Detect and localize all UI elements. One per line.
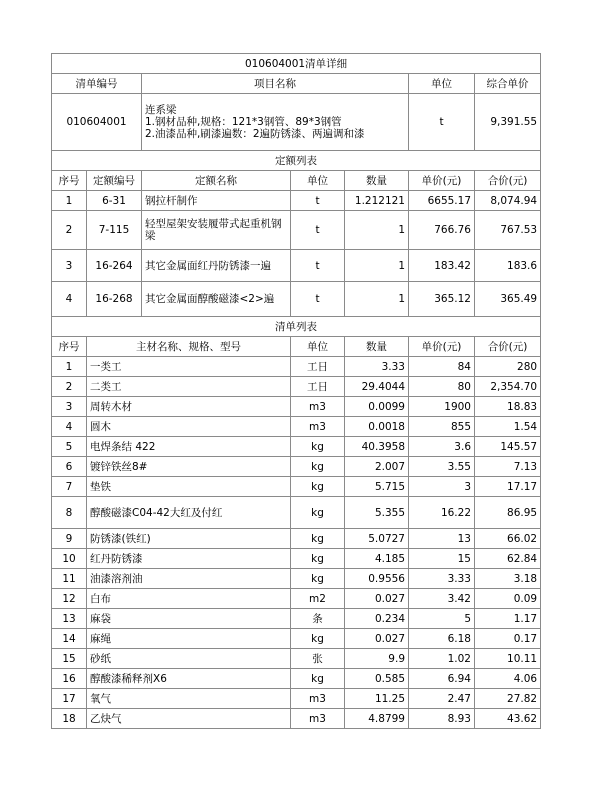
material-unit: m2 [291,589,345,609]
material-seq: 4 [52,417,87,437]
material-unit: kg [291,669,345,689]
quota-price: 6655.17 [409,191,475,211]
material-header-price: 单价(元) [409,337,475,357]
quota-name: 其它金属面醇酸磁漆<2>遍 [142,282,291,317]
material-price: 855 [409,417,475,437]
material-price: 1.02 [409,649,475,669]
quota-seq: 1 [52,191,87,211]
material-name: 垫铁 [87,477,291,497]
material-qty: 4.8799 [345,709,409,729]
material-price: 8.93 [409,709,475,729]
material-total: 7.13 [475,457,541,477]
material-name: 麻袋 [87,609,291,629]
quota-row [52,191,541,211]
material-seq: 8 [52,497,87,529]
material-seq: 16 [52,669,87,689]
material-qty: 2.007 [345,457,409,477]
quota-header-price: 单价(元) [409,171,475,191]
material-name: 圆木 [87,417,291,437]
material-qty: 0.234 [345,609,409,629]
material-total: 0.09 [475,589,541,609]
material-unit: 工日 [291,377,345,397]
material-qty: 0.027 [345,589,409,609]
material-price: 15 [409,549,475,569]
item-name-line: 2.油漆品种,刷漆遍数：2遍防锈漆、两遍调和漆 [145,128,365,140]
material-total: 10.11 [475,649,541,669]
material-price: 6.94 [409,669,475,689]
material-name: 麻绳 [87,629,291,649]
quota-name: 其它金属面红丹防锈漆一遍 [142,250,291,282]
quota-code: 7-115 [87,211,142,250]
material-total: 43.62 [475,709,541,729]
material-price: 3 [409,477,475,497]
material-qty: 40.3958 [345,437,409,457]
material-qty: 0.0099 [345,397,409,417]
item-name-line: 连系梁 [145,104,177,116]
material-price: 1900 [409,397,475,417]
material-total: 0.17 [475,629,541,649]
quota-total: 8,074.94 [475,191,541,211]
material-row [52,649,541,669]
material-row [52,357,541,377]
material-name: 砂纸 [87,649,291,669]
material-price: 5 [409,609,475,629]
material-total: 27.82 [475,689,541,709]
quota-header-name: 定额名称 [142,171,291,191]
item-name-line: 1.钢材品种,规格：121*3钢管、89*3钢管 [145,116,342,128]
quota-price: 365.12 [409,282,475,317]
material-qty: 29.4044 [345,377,409,397]
quota-unit: t [291,191,345,211]
material-total: 66.02 [475,529,541,549]
header-unit: 单位 [409,74,475,94]
material-unit: kg [291,437,345,457]
material-name: 油漆溶剂油 [87,569,291,589]
material-name: 电焊条结 422 [87,437,291,457]
material-row [52,477,541,497]
quota-seq: 2 [52,211,87,250]
quota-unit: t [291,250,345,282]
material-name: 镀锌铁丝8# [87,457,291,477]
material-qty: 11.25 [345,689,409,709]
material-seq: 9 [52,529,87,549]
material-unit: m3 [291,417,345,437]
quota-section-title: 定额列表 [52,151,541,171]
material-seq: 12 [52,589,87,609]
material-row [52,669,541,689]
material-unit: kg [291,549,345,569]
material-row [52,589,541,609]
material-unit: kg [291,477,345,497]
material-seq: 13 [52,609,87,629]
material-total: 4.06 [475,669,541,689]
material-price: 16.22 [409,497,475,529]
quota-total: 183.6 [475,250,541,282]
material-name: 醇酸磁漆C04-42大红及付红 [87,497,291,529]
material-qty: 4.185 [345,549,409,569]
quota-header-unit: 单位 [291,171,345,191]
item-description [142,94,409,151]
material-qty: 0.027 [345,629,409,649]
material-unit: kg [291,529,345,549]
material-name: 白布 [87,589,291,609]
quota-row [52,282,541,317]
header-price: 综合单价 [475,74,541,94]
material-qty: 0.9556 [345,569,409,589]
material-seq: 5 [52,437,87,457]
material-unit: 工日 [291,357,345,377]
material-total: 145.57 [475,437,541,457]
item-code: 010604001 [52,94,142,151]
material-header-unit: 单位 [291,337,345,357]
material-row [52,629,541,649]
material-price: 3.6 [409,437,475,457]
material-unit: kg [291,629,345,649]
item-unit: t [409,94,475,151]
material-header-qty: 数量 [345,337,409,357]
material-row [52,709,541,729]
material-qty: 0.585 [345,669,409,689]
material-header-total: 合价(元) [475,337,541,357]
material-total: 1.17 [475,609,541,629]
material-qty: 3.33 [345,357,409,377]
quota-total: 767.53 [475,211,541,250]
material-name: 红丹防锈漆 [87,549,291,569]
material-seq: 3 [52,397,87,417]
material-row [52,497,541,529]
material-unit: m3 [291,709,345,729]
quota-price: 183.42 [409,250,475,282]
material-unit: 条 [291,609,345,629]
material-row [52,397,541,417]
material-qty: 5.0727 [345,529,409,549]
material-row [52,529,541,549]
material-price: 6.18 [409,629,475,649]
quota-header-total: 合价(元) [475,171,541,191]
material-seq: 17 [52,689,87,709]
material-price: 84 [409,357,475,377]
material-unit: m3 [291,689,345,709]
material-seq: 2 [52,377,87,397]
quota-row [52,211,541,250]
quota-unit: t [291,282,345,317]
quota-header-seq: 序号 [52,171,87,191]
material-price: 3.33 [409,569,475,589]
material-qty: 5.355 [345,497,409,529]
quota-code: 6-31 [87,191,142,211]
material-price: 3.55 [409,457,475,477]
material-row [52,609,541,629]
material-row [52,437,541,457]
material-qty: 9.9 [345,649,409,669]
material-qty: 5.715 [345,477,409,497]
material-header-seq: 序号 [52,337,87,357]
item-price: 9,391.55 [475,94,541,151]
quota-unit: t [291,211,345,250]
quota-row [52,250,541,282]
material-total: 280 [475,357,541,377]
material-seq: 10 [52,549,87,569]
material-total: 86.95 [475,497,541,529]
material-seq: 18 [52,709,87,729]
material-unit: kg [291,457,345,477]
material-qty: 0.0018 [345,417,409,437]
material-row [52,549,541,569]
material-price: 13 [409,529,475,549]
quota-name: 钢拉杆制作 [142,191,291,211]
material-row [52,689,541,709]
material-unit: kg [291,569,345,589]
quota-code: 16-268 [87,282,142,317]
bill-detail-table [51,53,541,729]
material-total: 1.54 [475,417,541,437]
quota-header-code: 定额编号 [87,171,142,191]
material-total: 3.18 [475,569,541,589]
material-total: 2,354.70 [475,377,541,397]
material-name: 防锈漆(铁红) [87,529,291,549]
material-name: 一类工 [87,357,291,377]
material-name: 二类工 [87,377,291,397]
quota-code: 16-264 [87,250,142,282]
quota-qty: 1 [345,211,409,250]
material-seq: 1 [52,357,87,377]
material-unit: m3 [291,397,345,417]
material-price: 2.47 [409,689,475,709]
material-name: 醇酸漆稀释剂X6 [87,669,291,689]
material-seq: 7 [52,477,87,497]
material-total: 17.17 [475,477,541,497]
table-title: 010604001清单详细 [52,54,541,74]
quota-seq: 3 [52,250,87,282]
material-name: 氧气 [87,689,291,709]
material-row [52,569,541,589]
quota-price: 766.76 [409,211,475,250]
quota-name: 轻型屋架安装履带式起重机钢梁 [142,211,291,250]
material-unit: kg [291,497,345,529]
quota-qty: 1 [345,282,409,317]
quota-seq: 4 [52,282,87,317]
material-seq: 11 [52,569,87,589]
material-seq: 6 [52,457,87,477]
material-total: 62.84 [475,549,541,569]
material-price: 80 [409,377,475,397]
material-total: 18.83 [475,397,541,417]
material-name: 周转木材 [87,397,291,417]
material-name: 乙炔气 [87,709,291,729]
material-row [52,417,541,437]
header-name: 项目名称 [142,74,409,94]
material-seq: 15 [52,649,87,669]
quota-total: 365.49 [475,282,541,317]
header-code: 清单编号 [52,74,142,94]
material-section-title: 清单列表 [52,317,541,337]
material-header-name: 主材名称、规格、型号 [87,337,291,357]
quota-qty: 1 [345,250,409,282]
material-row [52,457,541,477]
material-unit: 张 [291,649,345,669]
material-price: 3.42 [409,589,475,609]
material-seq: 14 [52,629,87,649]
quota-qty: 1.212121 [345,191,409,211]
material-row [52,377,541,397]
quota-header-qty: 数量 [345,171,409,191]
